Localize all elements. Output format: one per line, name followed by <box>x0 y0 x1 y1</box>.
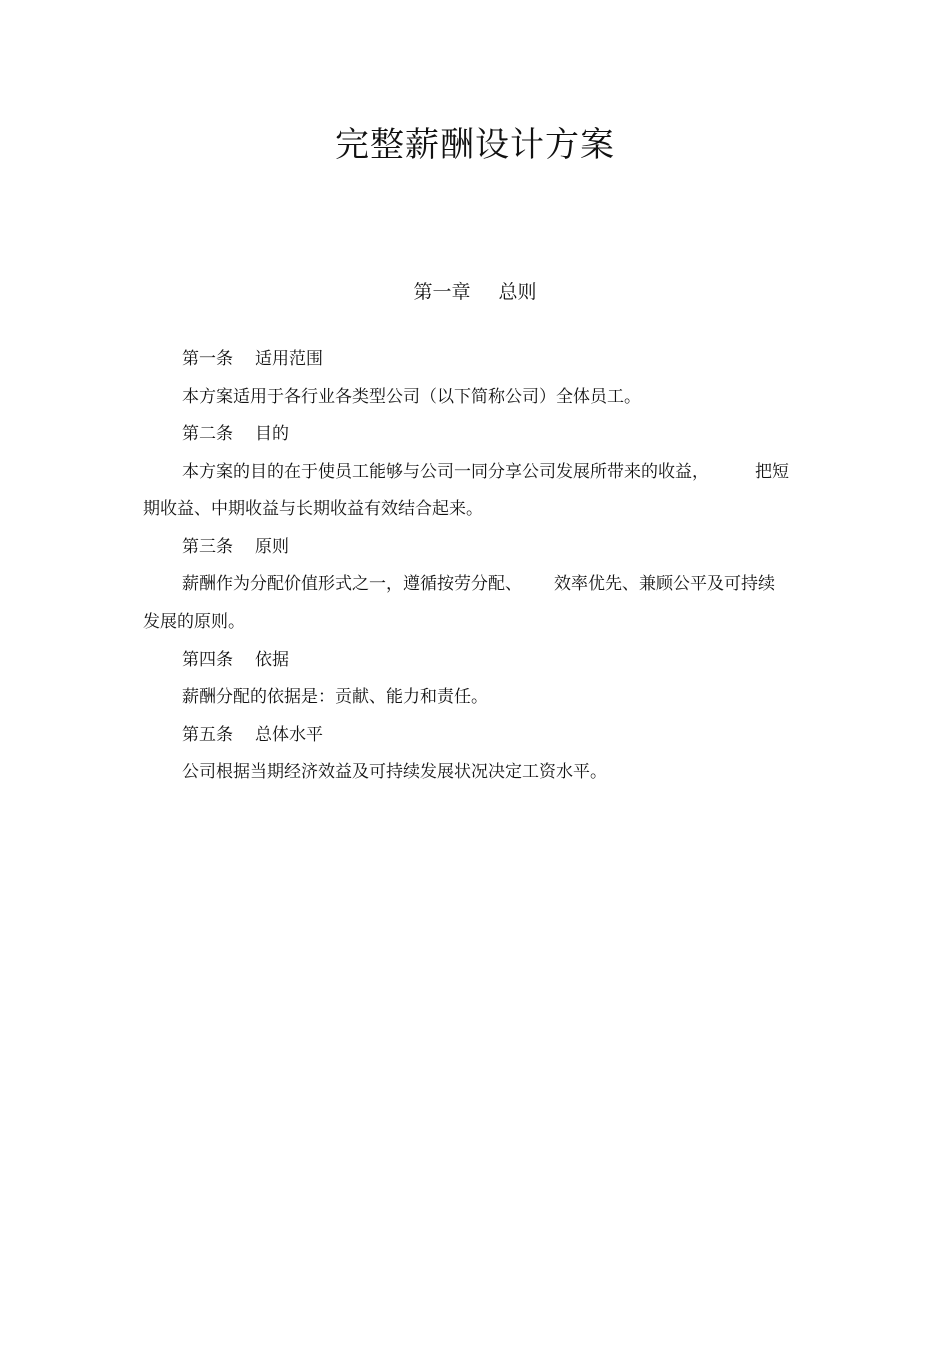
article-4-heading <box>182 647 289 673</box>
document-title: 完整薪酬设计方案 <box>335 125 615 165</box>
article-4-text: 薪酬分配的依据是：贡献、能力和责任。 <box>182 687 488 707</box>
article-1-text: 本方案适用于各行业各类型公司（以下简称公司）全体员工。 <box>182 387 641 407</box>
article-5-heading <box>182 722 323 748</box>
article-number: 第五条 <box>182 725 233 745</box>
article-2-text-part-a: 本方案的目的在于使员工能够与公司一同分享公司发展所带来的收益， <box>182 462 709 482</box>
article-number: 第三条 <box>182 537 233 557</box>
article-2-text-line1 <box>182 459 789 485</box>
article-2-text-line2: 期收益、中期收益与长期收益有效结合起来。 <box>143 499 483 519</box>
article-3-heading <box>182 534 289 560</box>
article-number: 第二条 <box>182 424 233 444</box>
article-title: 原则 <box>255 537 289 557</box>
article-3-text-part-a: 薪酬作为分配价值形式之一，遵循按劳分配、 <box>182 574 522 594</box>
article-3-text-line2: 发展的原则。 <box>143 612 245 632</box>
article-title: 适用范围 <box>255 349 323 369</box>
chapter-number: 第一章 <box>413 281 471 303</box>
article-number: 第一条 <box>182 349 233 369</box>
chapter-heading <box>0 278 950 306</box>
chapter-name: 总则 <box>498 281 537 303</box>
article-number: 第四条 <box>182 650 233 670</box>
article-2-text-part-b: 把短 <box>755 462 789 482</box>
article-5-text: 公司根据当期经济效益及可持续发展状况决定工资水平。 <box>182 762 607 782</box>
article-1-heading <box>182 346 323 372</box>
article-3-text-line1 <box>182 571 775 597</box>
article-3-text-part-b: 效率优先、兼顾公平及可持续 <box>554 574 775 594</box>
article-2-heading <box>182 421 289 447</box>
article-title: 目的 <box>255 424 289 444</box>
article-title: 总体水平 <box>255 725 323 745</box>
article-title: 依据 <box>255 650 289 670</box>
